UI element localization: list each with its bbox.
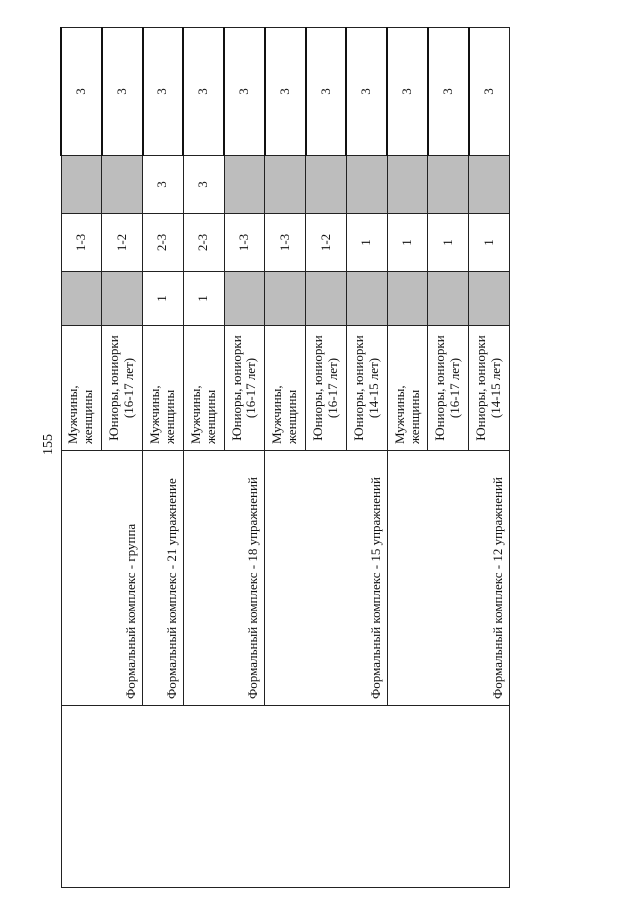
value-cell-a [387,272,428,326]
value-cell-b: 1 [387,214,428,272]
value-cell-d: 3 [387,28,428,156]
discipline-name: Формальный комплекс - 18 упражнений [183,451,265,706]
age-category: Мужчины, женщины [61,326,102,451]
value-cell-a: 1 [143,272,184,326]
value-cell-c [102,156,143,214]
page-number: 155 [41,434,56,455]
value-cell-d: 3 [143,28,184,156]
age-category: Юниоры, юниорки (16-17 лет) [428,326,469,451]
age-category: Юниоры, юниорки (14-15 лет) [346,326,387,451]
age-category: Мужчины, женщины [265,326,306,451]
value-cell-d: 3 [224,28,265,156]
value-cell-a [224,272,265,326]
age-category: Юниоры, юниорки (16-17 лет) [224,326,265,451]
value-cell-d: 3 [183,28,224,156]
value-cell-c [346,156,387,214]
value-cell-c: 3 [183,156,224,214]
value-cell-c [265,156,306,214]
table-body [61,28,510,888]
value-cell-d: 3 [61,28,102,156]
value-cell-c [387,156,428,214]
value-cell-a [265,272,306,326]
value-cell-c [306,156,347,214]
value-cell-b: 2-3 [183,214,224,272]
age-category: Юниоры, юниорки (16-17 лет) [306,326,347,451]
age-category: Мужчины, женщины [387,326,428,451]
value-cell-b: 1-3 [265,214,306,272]
value-cell-d: 3 [428,28,469,156]
value-cell-c [224,156,265,214]
value-cell-d: 3 [102,28,143,156]
empty-margin-cell [61,706,510,888]
discipline-name: Формальный комплекс - 12 упражнений [387,451,509,706]
value-cell-c [61,156,102,214]
value-cell-b: 2-3 [143,214,184,272]
table-row [61,28,102,888]
discipline-name: Формальный комплекс - группа [61,451,143,706]
value-cell-d: 3 [306,28,347,156]
value-cell-a [102,272,143,326]
age-category: Мужчины, женщины [143,326,184,451]
value-cell-d: 3 [346,28,387,156]
value-cell-b: 1 [469,214,510,272]
age-category: Юниоры, юниорки (14-15 лет) [469,326,510,451]
competition-table [60,27,510,888]
value-cell-d: 3 [469,28,510,156]
age-category: Мужчины, женщины [183,326,224,451]
value-cell-d: 3 [265,28,306,156]
value-cell-b: 1-2 [306,214,347,272]
value-cell-a: 1 [183,272,224,326]
value-cell-a [61,272,102,326]
value-cell-b: 1-3 [224,214,265,272]
discipline-name: Формальный комплекс - 15 упражнений [265,451,387,706]
value-cell-c [428,156,469,214]
value-cell-c [469,156,510,214]
value-cell-b: 1 [428,214,469,272]
age-category: Юниоры, юниорки (16-17 лет) [102,326,143,451]
value-cell-a [346,272,387,326]
value-cell-a [428,272,469,326]
value-cell-a [306,272,347,326]
value-cell-b: 1-3 [61,214,102,272]
value-cell-b: 1 [346,214,387,272]
value-cell-a [469,272,510,326]
rotated-table-container [60,28,510,888]
value-cell-c: 3 [143,156,184,214]
value-cell-b: 1-2 [102,214,143,272]
discipline-name: Формальный комплекс - 21 упражнение [143,451,184,706]
